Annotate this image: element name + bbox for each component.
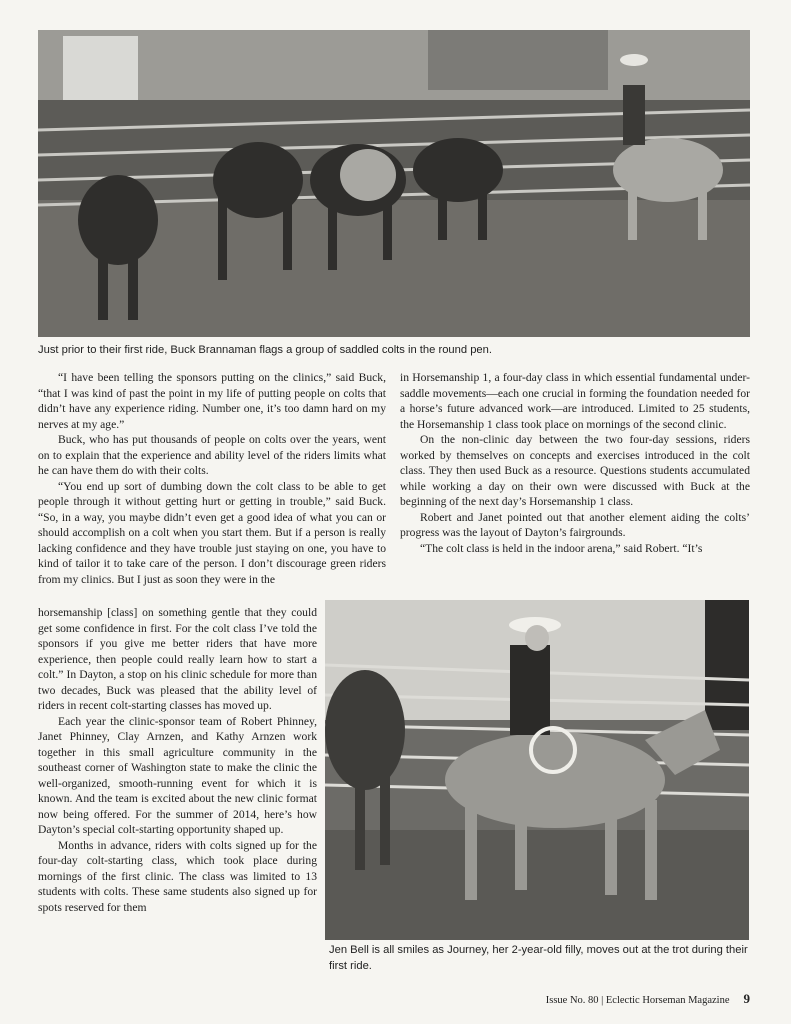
paragraph: Each year the clinic-sponsor team of Robert Phinney, Janet Phinney, Clay Arnzen, and Kathy Arnzen work together in this small agriculture community in the southeast corner of Washington state to make the clinic the well-organized, smooth-running event for which it is known. And the team is excited about the new clinic format now being offered. For the summer of 2014, here’s how Dayton’s special colt-starting opportunity shaped up. xyxy=(38,714,317,836)
paragraph: horsemanship [class] on something gentle that they could get some confidence in first. For the colt class I’ve told the sponsors if you give me better riders that have more experience, then people could really learn how to start a colt.” In Dayton, a stop on his clinic schedule for more than two decades, Buck was pleased that the ability level of riders in recent colt-starting classes has moved up. xyxy=(38,606,317,712)
paragraph: Buck, who has put thousands of people on colts over the years, went on to explain that the experience and ability level of the riders limits what he can have them do with their colts. xyxy=(38,433,386,477)
paragraph: “The colt class is held in the indoor arena,” said Robert. “It’s xyxy=(420,541,703,555)
paragraph: “You end up sort of dumbing down the colt class to be able to get people through it without getting hurt or getting in trouble,” said Buck. “So, in a way, you maybe didn’t even get a good idea of what you can or should accomplish on a colt when you start them. But if a person is really lacking confidence and they have trouble just staying on one, you have to kind of tailor it to take care of the person. I don’t discourage green riders from my clinics. But I just as soon they were in the xyxy=(38,479,386,586)
paragraph: On the non-clinic day between the two four-day sessions, riders worked by themselves on concepts and exercises introduced in the colt class. They then used Buck as a resource. Questions students accumulated while working a day on their own were discussed with Buck at the beginning of the next day’s Horsemanship 1 class. xyxy=(400,433,750,508)
page-footer xyxy=(520,991,750,1007)
right-column xyxy=(400,370,750,556)
paragraph: “I have been telling the sponsors putting on the clinics,” said Buck, “that I was kind of past the point in my life of putting people on colts that didn’t have any experience riding. Number one, it’s too damn hard on my nerves at my age.” xyxy=(38,371,386,431)
paragraph: Months in advance, riders with colts signed up for the four-day colt-starting class, which took place during mornings of the first clinic. The class was limited to 13 students with colts. These same students also signed up for spots reserved for them xyxy=(38,838,317,914)
top-photo-caption: Just prior to their first ride, Buck Brannaman flags a group of saddled colts in the round pen. xyxy=(38,344,492,356)
bottom-photo-graphic xyxy=(325,600,749,940)
bottom-photo xyxy=(325,600,749,940)
bottom-photo-caption: Jen Bell is all smiles as Journey, her 2-year-old filly, moves out at the trot during their first ride. xyxy=(329,944,748,972)
paragraph: in Horsemanship 1, a four-day class in which essential fundamental under-saddle movements—each one crucial in forming the foundation needed for a horse’s future advanced work—are introduced. Limited to 25 students, the Horsemanship 1 class took place on mornings of the second clinic. xyxy=(400,371,750,431)
paragraph: Robert and Janet pointed out that another element aiding the colts’ progress was the layout of Dayton’s fairgrounds. xyxy=(400,510,750,539)
top-photo xyxy=(38,30,750,337)
page-number: 9 xyxy=(743,991,750,1006)
issue-label: Issue No. 80 | Eclectic Horseman Magazine xyxy=(545,995,730,1006)
left-column-narrow xyxy=(38,605,317,915)
left-column-top xyxy=(38,370,386,587)
top-photo-graphic xyxy=(38,30,750,337)
